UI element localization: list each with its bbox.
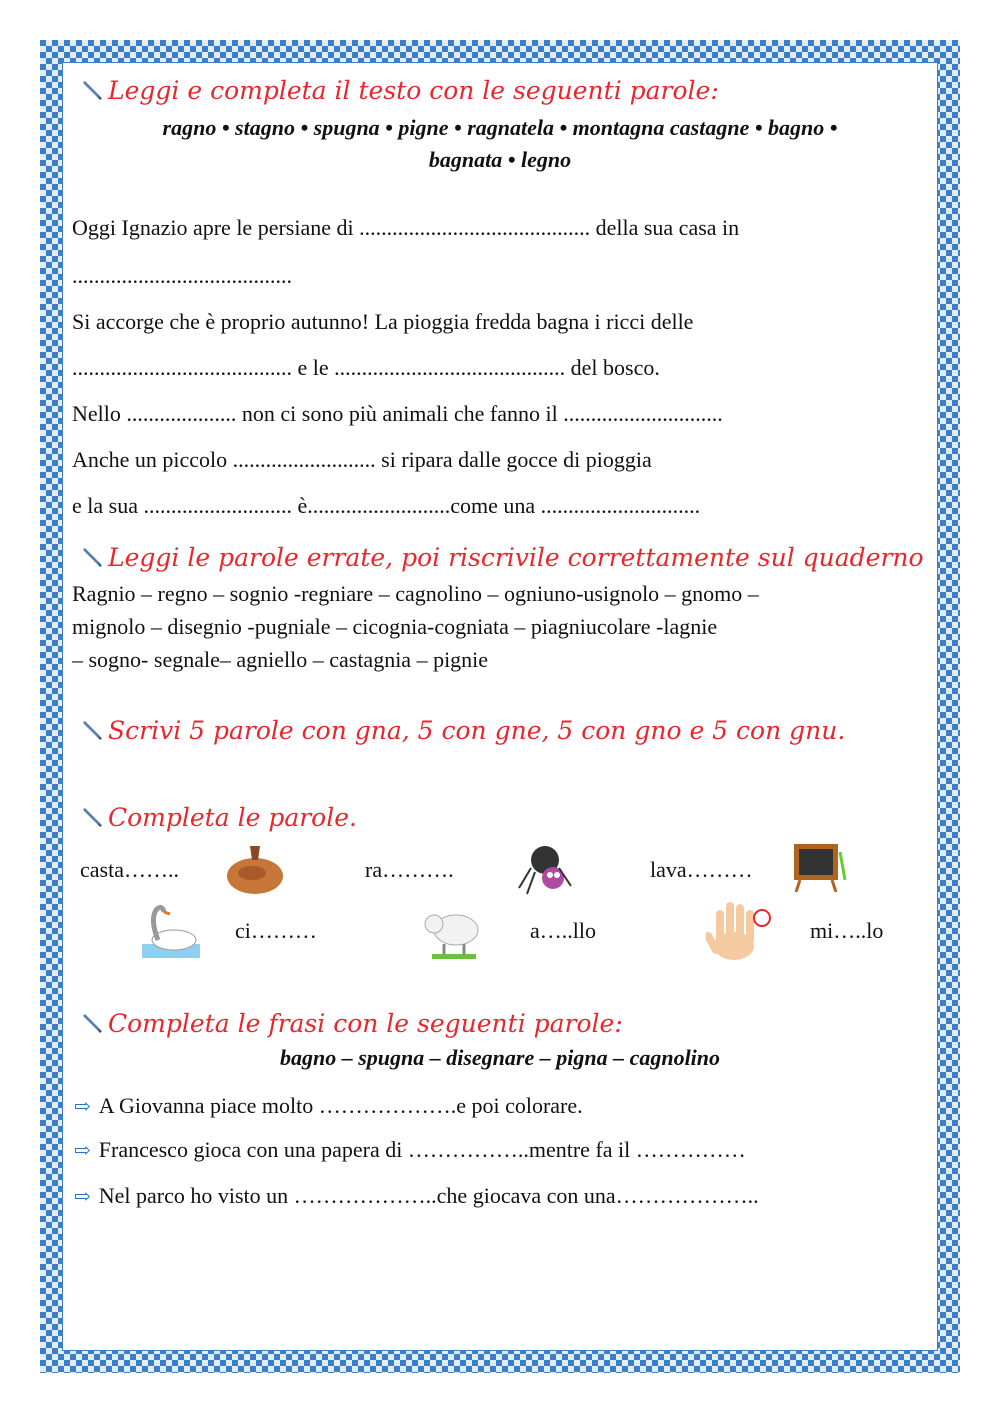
section4-heading-row	[82, 803, 357, 832]
section4-heading: Completa le parole.	[108, 803, 357, 832]
sentence-1	[74, 1093, 583, 1119]
section5-heading: Completa le frasi con le seguenti parole:	[108, 1009, 623, 1038]
arrow-right-icon: ⇨	[74, 1186, 91, 1208]
text-line-4: ........................................ e le .......................................... del bosco.	[72, 355, 660, 380]
section1-heading: Leggi e completa il testo con le seguenti parole:	[108, 76, 719, 105]
sentence-2-text: Francesco gioca con una papera di ……………..mentre fa il ……………	[98, 1137, 746, 1162]
pencil-icon	[82, 807, 104, 829]
pencil-icon	[82, 80, 104, 102]
text-line-5: Nello .................... non ci sono più animali che fanno il .............................	[72, 401, 723, 426]
wrong-words-line-1: Ragnio – regno – sognio -regniare – cagnolino – ogniuno-usignolo – gnomo –	[72, 581, 759, 606]
pencil-icon	[82, 1013, 104, 1035]
sentence-2	[74, 1137, 746, 1163]
complete-word-1: casta……..	[80, 857, 179, 882]
word-list-line-1: ragno • stagno • spugna • pigne • ragnatela • montagna castagne • bagno •	[162, 115, 838, 140]
complete-word-4: ci………	[235, 918, 317, 943]
blackboard-icon	[790, 840, 848, 892]
lamb-icon	[420, 900, 486, 962]
text-line-2: ........................................	[72, 263, 292, 288]
arrow-right-icon: ⇨	[74, 1096, 91, 1118]
spider-icon	[515, 838, 575, 898]
wrong-words-line-3: – sogno- segnale– agniello – castagnia – pignie	[72, 647, 489, 672]
word-list-line-2: bagnata • legno	[428, 147, 572, 172]
pencil-icon	[82, 720, 104, 742]
section2-heading-row	[82, 543, 924, 572]
pencil-icon	[82, 547, 104, 569]
wrong-words-line-2: mignolo – disegnio -pugniale – cicognia-cogniata – piagniucolare -lagnie	[72, 614, 718, 639]
sentence-3-text: Nel parco ho visto un ………………..che giocava con una………………..	[98, 1183, 759, 1208]
complete-word-5: a…..llo	[530, 918, 596, 943]
section2-heading: Leggi le parole errate, poi riscrivile correttamente sul quaderno	[108, 543, 924, 572]
text-line-6: Anche un piccolo .......................... si ripara dalle gocce di pioggia	[72, 447, 652, 472]
section3-heading: Scrivi 5 parole con gna, 5 con gne, 5 con gno e 5 con gnu.	[108, 716, 846, 745]
text-line-7: e la sua ........................... è..........................come una .............................	[72, 493, 701, 518]
section1-word-list	[70, 115, 930, 173]
swan-icon	[138, 900, 204, 962]
section5-word-list: bagno – spugna – disegnare – pigna – cagnolino	[279, 1045, 721, 1070]
complete-word-6: mi…..lo	[810, 918, 884, 943]
section3-heading-row	[82, 716, 845, 745]
sentence-1-text: A Giovanna piace molto ……………….e poi colorare.	[98, 1093, 583, 1118]
sentence-3	[74, 1183, 759, 1209]
chestnut-icon	[222, 840, 288, 898]
complete-word-3: lava………	[650, 857, 753, 882]
text-line-3: Si accorge che è proprio autunno! La pioggia fredda bagna i ricci delle	[72, 309, 694, 334]
hand-pinky-icon	[706, 900, 776, 964]
text-line-1: Oggi Ignazio apre le persiane di .......................................... della sua casa in	[72, 215, 740, 240]
arrow-right-icon: ⇨	[74, 1140, 91, 1162]
section1-heading-row	[82, 76, 719, 105]
complete-word-2: ra……….	[365, 857, 454, 882]
section5-heading-row	[82, 1009, 623, 1038]
